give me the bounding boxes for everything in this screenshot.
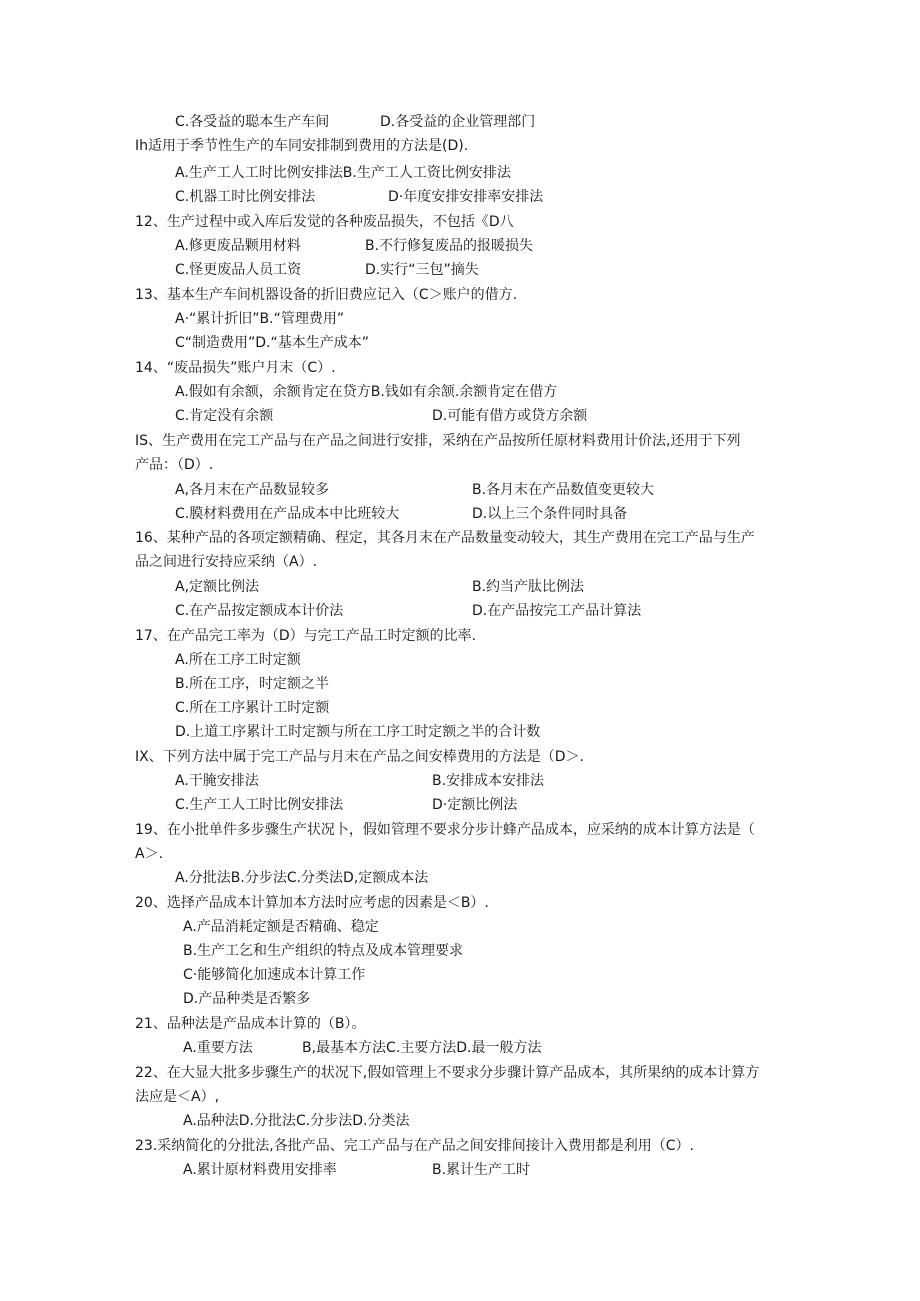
option-right: D.以上三个条件同时具备 <box>472 506 628 522</box>
text-line <box>183 1161 531 1179</box>
text-line: B.生产工乞和生产组织的特点及成本管理要求 <box>183 943 464 959</box>
text-line <box>175 481 655 499</box>
text-line: C·能够简化加速成本计算工作 <box>183 967 366 983</box>
text-line <box>175 772 545 790</box>
text-line <box>175 237 534 255</box>
text-line: IS、生产费用在完工产品与在产品之间进行安排，采纳在产品按所任原材料费用计价法,还用于下列 <box>135 433 741 449</box>
text-line: A.分批法B.分步法C.分类法D,定额成本法 <box>175 870 429 886</box>
text-line: D.产品种类是否繁多 <box>183 991 311 1007</box>
option-left: C.生产工人工时比例安排法 <box>175 797 344 813</box>
option-right: D.各受益的企业管理部门 <box>380 114 536 130</box>
text-line: 20、选择产品成本计算加本方法时应考虑的因素是＜B）. <box>135 895 489 911</box>
option-right: B.约当产肽比例法 <box>472 579 585 595</box>
option-right: B.累计生产工时 <box>432 1162 531 1178</box>
text-line: 产品：（D）. <box>135 457 214 473</box>
text-line <box>175 261 479 279</box>
text-line: 21、品种法是产品成本计算的（B）。 <box>135 1016 366 1032</box>
option-left: C.膜材料费用在产品成本中比班较大 <box>175 506 400 522</box>
text-line: 14、“废品损失”账户月末（C）. <box>135 360 336 376</box>
option-right: D·定额比例法 <box>432 797 518 813</box>
text-line: 23.采纳简化的分批法,各批产品、完工产品与在产品之间安排间接计入费用都是利用（C）. <box>135 1138 694 1154</box>
text-line <box>175 602 642 620</box>
text-line: A.所在工序工时定额 <box>175 652 301 668</box>
text-line: A.假如有余额，余额肯定在贷方B.钱如有余颔.余额肯定在借方 <box>175 384 558 400</box>
text-line <box>175 505 628 523</box>
text-line: C“制造费用”D.“基本生产成本” <box>175 335 370 351</box>
text-line: Ih适用于季节性生产的车同安排制到费用的方法是(D). <box>135 138 469 154</box>
option-right: B,最基本方法C.主要方法D.最一般方法 <box>302 1040 542 1056</box>
text-line: A.生产工人工时比例安排法B.生产工人工资比例安排法 <box>175 165 511 181</box>
text-line: A·“累计折旧”B.“管理费用” <box>175 311 345 327</box>
option-right: D·年度安排安排率安排法 <box>388 189 544 205</box>
text-line: A.品种法D.分批法C.分步法D.分类法 <box>183 1113 410 1129</box>
text-line <box>175 578 585 596</box>
option-left: A,各月末在产品数显较多 <box>175 482 330 498</box>
text-line: A.产品消耗定额是否精确、稳定 <box>183 919 379 935</box>
option-right: B.安排成本安排法 <box>432 773 545 789</box>
text-line: IX、下列方法中属于完工产品与月末在产品之间安棒费用的方法是（D＞. <box>135 749 584 765</box>
text-line: 16、某种产品的各项定额精确、程定，其各月末在产品数量变动较大，其生产费用在完工产品与生产 <box>135 530 755 546</box>
option-left: A.重要方法 <box>183 1040 253 1056</box>
option-left: A.修更废品颗用材料 <box>175 238 301 254</box>
option-left: C.各受益的聪本生产车间 <box>175 114 330 130</box>
text-line <box>175 113 536 131</box>
text-line <box>175 188 544 206</box>
text-line: 17、在产品完工率为（D）与完工产品工时定额的比率. <box>135 628 477 644</box>
option-left: C.肯定没有余额 <box>175 408 274 424</box>
option-left: A,定额比例法 <box>175 579 260 595</box>
text-line: 12、生产过程中或入库后发觉的各种废品损失，不包括《D八 <box>135 214 514 230</box>
option-left: A.干腌安排法 <box>175 773 259 789</box>
text-line <box>175 407 588 425</box>
option-right: D.在产品按完工产品计算法 <box>472 603 642 619</box>
text-line: 19、在小批单件多步骤生产状况卜，假如管理不要求分步计蜂产品成本，应采纳的成本计算方法是（ <box>135 822 755 838</box>
option-left: C.机器工时比例安排法 <box>175 189 316 205</box>
text-line <box>175 796 518 814</box>
text-line: B.所在工序，时定额之半 <box>175 676 330 692</box>
option-left: C.在产品按定额成本计价法 <box>175 603 344 619</box>
text-line: 22、在大显大批多步骤生产的状况下,假如管理上不要求分步骤计算产品成本，其所果纳的成本计算方 <box>135 1065 760 1081</box>
text-line <box>183 1039 542 1057</box>
option-right: B.不行修复废品的报暖损失 <box>365 238 534 254</box>
option-right: D.可能有借方或贷方余额 <box>432 408 588 424</box>
option-right: B.各月末在产品数值变更较大 <box>472 482 655 498</box>
text-line: 13、基本生产车间机器设备的折旧费应记入（C＞账户的借方. <box>135 287 518 303</box>
text-line: 品之间进行安持应采纳（A）. <box>135 554 318 570</box>
text-line: 法应是＜A）, <box>135 1089 220 1105</box>
option-right: D.实行“三包”摘失 <box>365 262 479 278</box>
option-left: A.累计原材料费用安排率 <box>183 1162 337 1178</box>
text-line: A＞. <box>135 846 164 862</box>
option-left: C.怪更废品人员工资 <box>175 262 302 278</box>
text-line: C.所在工序累计工时定额 <box>175 700 330 716</box>
text-line: D.上道工序累计工时定额与所在工序工时定额之半的合计数 <box>175 724 541 740</box>
